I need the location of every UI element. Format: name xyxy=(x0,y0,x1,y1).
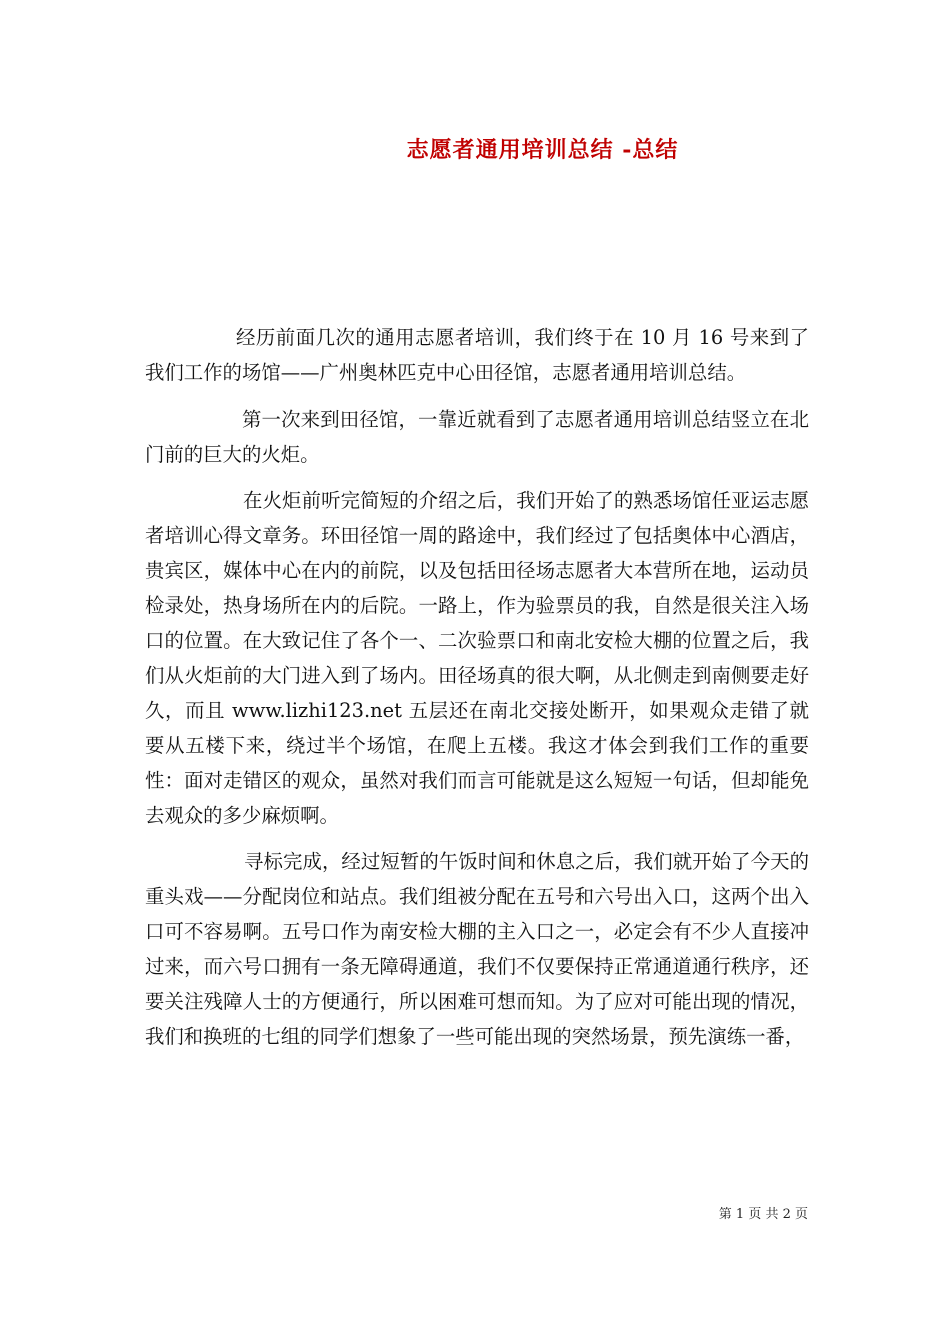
paragraph-2: 第一次来到田径馆，一靠近就看到了志愿者通用培训总结竖立在北门前的巨大的火炬。 xyxy=(145,408,809,466)
document-body xyxy=(145,320,809,1054)
paragraph-4: 寻标完成，经过短暂的午饭时间和休息之后，我们就开始了今天的重头戏——分配岗位和站点。我们组被分配在五号和六号出入口，这两个出入口可不容易啊。五号口作为南安检大棚的主入口之一，必定会有不少人直接冲过来，而六号口拥有一条无障碍通道，我们不仅要保持正常通道通行秩序，还要关注残障人士的方便通行，所以困难可想而知。为了应对可能出现的情况，我们和换班的七组的同学们想象了一些可能出现的突然场景，预先演练一番， xyxy=(145,850,809,1048)
paragraph-3: 在火炬前听完简短的介绍之后，我们开始了的熟悉场馆任亚运志愿者培训心得文章务。环田径馆一周的路途中，我们经过了包括奥体中心酒店，贵宾区，媒体中心在内的前院，以及包括田径场志愿者大本营所在地，运动员检录处，热身场所在内的后院。一路上，作为验票员的我，自然是很关注入场口的位置。在大致记住了各个一、二次验票口和南北安检大棚的位置之后，我们从火炬前的大门进入到了场内。田径场真的很大啊，从北侧走到南侧要走好久，而且 www.lizhi123.net 五层还在南北交接处断开，如果观众走错了就要从五楼下来，绕过半个场馆，在爬上五楼。我这才体会到我们工作的重要性：面对走错区的观众，虽然对我们而言可能就是这么短短一句话，但却能免去观众的多少麻烦啊。 xyxy=(145,489,809,827)
page-number-footer: 第 1 页 共 2 页 xyxy=(718,1207,808,1222)
paragraph-1: 经历前面几次的通用志愿者培训，我们终于在 10 月 16 号来到了我们工作的场馆——广州奥林匹克中心田径馆，志愿者通用培训总结。 xyxy=(145,326,809,384)
document-title: 志愿者通用培训总结 -总结 xyxy=(406,137,679,163)
